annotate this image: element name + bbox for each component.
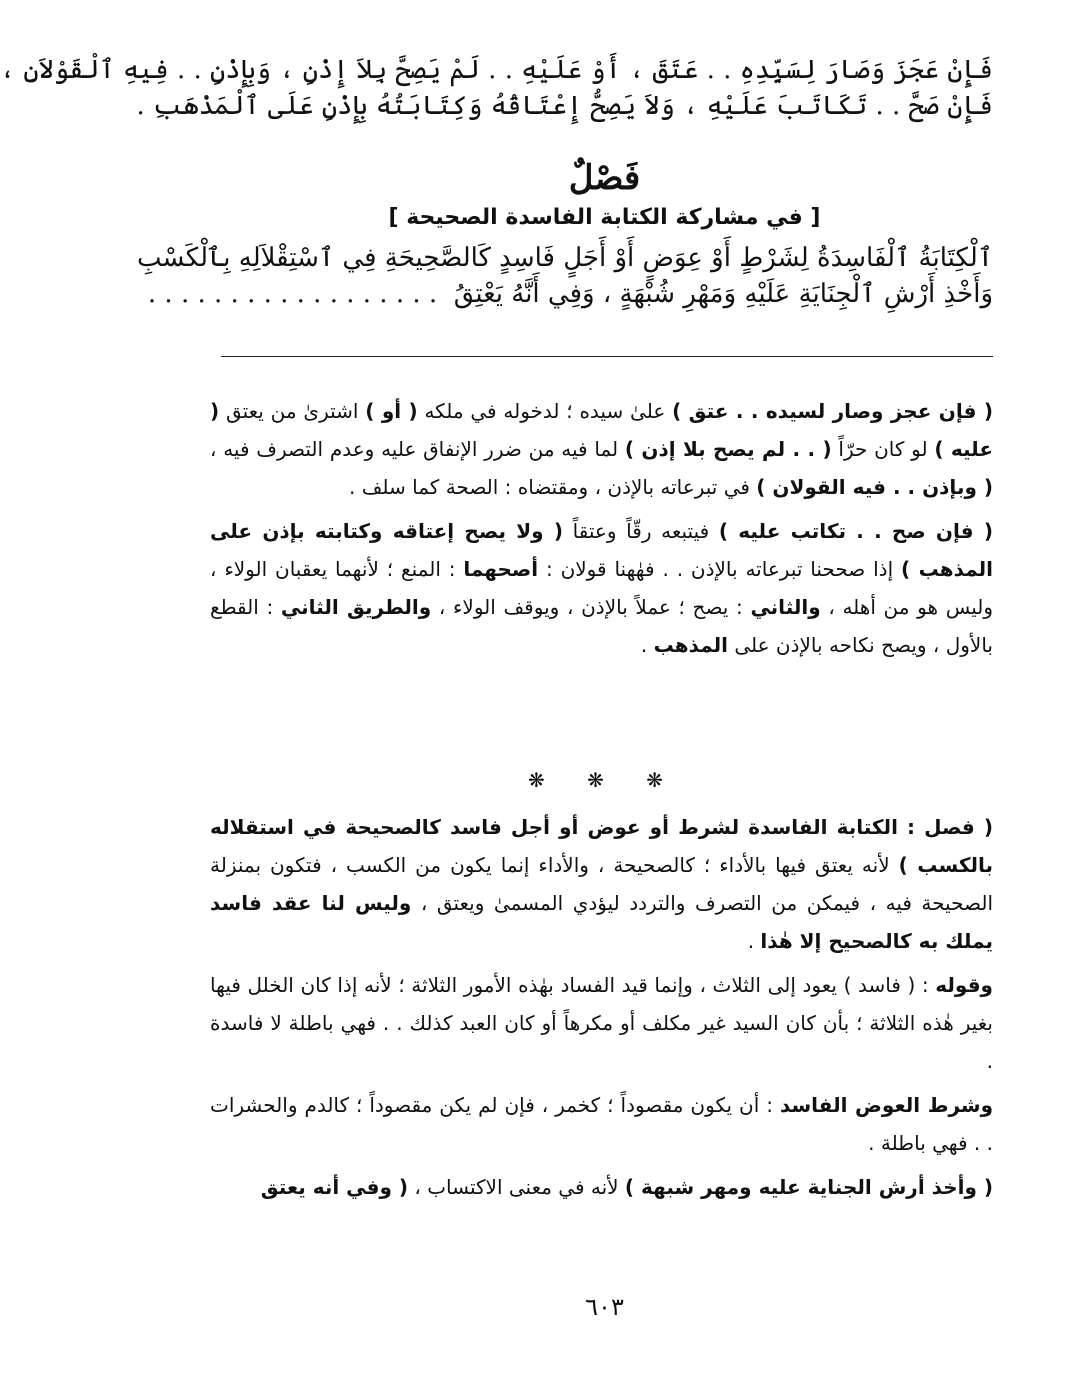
bold-term: المذهب	[653, 633, 728, 657]
commentary-text: في تبرعاته بالإذن ، ومقتضاه : الصحة كما سلف .	[349, 475, 757, 499]
quoted-matn: ( وفي أنه يعتق	[260, 1175, 409, 1199]
commentary-text: : يصح ؛ عملاً بالإذن ، ويوقف الولاء ،	[431, 595, 751, 619]
quoted-matn: ( فإن عجز وصار لسيده . . عتق )	[672, 399, 994, 423]
sharh-paragraph	[210, 1168, 993, 1206]
quoted-matn: ( أو )	[365, 399, 418, 423]
bold-term: والثاني	[750, 595, 821, 619]
commentary-text: اشترىٰ من يعتق	[219, 399, 366, 423]
quoted-matn: ( ولا يصح إعتاقه وكتابته بإذن على المذهب )	[210, 519, 993, 581]
commentary-text: لما فيه من ضرر الإنفاق عليه وعدم التصرف فيه ،	[210, 437, 625, 461]
quoted-matn: ( فإن صح . . تكاتب عليه )	[718, 519, 993, 543]
matn-top	[0, 52, 993, 125]
matn-fasl	[137, 240, 993, 313]
quoted-matn: ( فصل : الكتابة الفاسدة لشرط أو عوض أو أجل فاسد كالصحيحة في استقلاله بالكسب )	[210, 815, 993, 877]
commentary-text: فيتبعه رقّاً وعتقاً	[563, 519, 719, 543]
bold-term: أصحهما	[463, 557, 539, 581]
quoted-matn: ( وبإذن . . فيه القولان )	[756, 475, 993, 499]
commentary-text: إذا صححنا تبرعاته بالإذن . . فهٰهنا قولان :	[538, 557, 901, 581]
commentary-text: .	[640, 633, 654, 657]
commentary-text: : ( فاسد ) يعود إلى الثلاث ، وإنما قيد الفساد بهٰذه الأمور الثلاثة ؛ لأنه إذا كان الخلل فيها بغير هٰذه الثلاثة ؛ بأن كان السيد غير مكلف أو مكرهاً أو كان العبد كذلك . . فهي باطلة لا فاسدة .	[210, 973, 993, 1073]
ellipsis-dots: . . . . . . . . . . . . . . . . . .	[147, 279, 438, 310]
quoted-matn: ( وأخذ أرش الجناية عليه ومهر شبهة )	[624, 1175, 993, 1199]
matn-line	[147, 276, 993, 312]
commentary-text: : أن يكون مقصوداً ؛ كخمر ، فإن لم يكن مقصوداً ؛ كالدم والحشرات . . فهي باطلة .	[210, 1093, 993, 1155]
matn-line: فَإِنْ عَجَزَ وَصَارَ لِسَيِّدِهِ . . عَتَقَ ، أَوْ عَلَيْهِ . . لَمْ يَصِحَّ بِلاَ إِذْنٍ ، وَبِإِذْنٍ . . فِيهِ ٱلْقَوْلاَنِ ،	[0, 55, 993, 85]
commentary-text: علىٰ سيده ؛ لدخوله في ملكه	[417, 399, 673, 423]
commentary-text: : المنع ؛ لأنهما يعقبان الولاء ، وليس هو من أهله ،	[210, 557, 993, 619]
sharh-block-1	[210, 392, 993, 670]
separator-line	[221, 356, 993, 357]
commentary-text: لو كان حرّاً	[831, 437, 935, 461]
matn-line: ٱلْكِتَابَةُ ٱلْفَاسِدَةُ لِشَرْطٍ أَوْ عِوَضٍ أَوْ أَجَلٍ فَاسِدٍ كَالصَّحِيحَةِ فِي ٱسْتِقْلاَلِهِ بِٱلْكَسْبِ	[137, 243, 993, 273]
sharh-paragraph	[210, 512, 993, 664]
commentary-text: : القطع بالأول ، ويصح نكاحه بالإذن على	[210, 595, 993, 657]
bold-term: وقوله	[935, 973, 993, 997]
commentary-text: لأنه يعتق فيها بالأداء ؛ كالصحيحة ، والأداء إنما يكون من الكسب ، فتكون بمنزلة الصحيحة فيه ، فيمكن من التصرف والتردد ليؤدي المسمىٰ ويعتق ،	[210, 853, 993, 915]
sharh-block-2	[210, 808, 993, 1212]
bold-term: وليس لنا عقد فاسد يملك به كالصحيح إلا هٰذا	[210, 891, 993, 953]
bold-term: وشرط العوض الفاسد	[779, 1093, 993, 1117]
sharh-paragraph	[210, 392, 993, 506]
quoted-matn: ( عليه )	[210, 399, 993, 461]
sharh-paragraph	[210, 1086, 993, 1162]
commentary-text: .	[747, 929, 761, 953]
fasl-heading: فَصْلٌ	[568, 158, 641, 198]
sharh-paragraph	[210, 808, 993, 960]
matn-text: وَأَخْذِ أَرْشِ ٱلْجِنَايَةِ عَلَيْهِ وَمَهْرِ شُبْهَةٍ ، وَفِي أَنَّهُ يَعْتِقُ	[453, 279, 993, 310]
sharh-paragraph	[210, 966, 993, 1080]
matn-line: فَإِنْ صَحَّ . . تَكَاتَبَ عَلَيْهِ ، وَلاَ يَصِحُّ إِعْتَاقُهُ وَكِتَابَتُهُ بِإِذْنٍ عَلَى ٱلْمَذْهَبِ .	[136, 91, 993, 122]
page-number: ٦٠٣	[585, 1293, 624, 1321]
quoted-matn: ( . . لم يصح بلا إذن )	[624, 437, 832, 461]
section-subtitle: [ في مشاركة الكتابة الفاسدة الصحيحة ]	[388, 205, 821, 230]
bold-term: والطريق الثاني	[280, 595, 432, 619]
commentary-text: لأنه في معنى الاكتساب ،	[408, 1175, 625, 1199]
section-divider-stars: ❋ ❋ ❋	[528, 768, 681, 792]
